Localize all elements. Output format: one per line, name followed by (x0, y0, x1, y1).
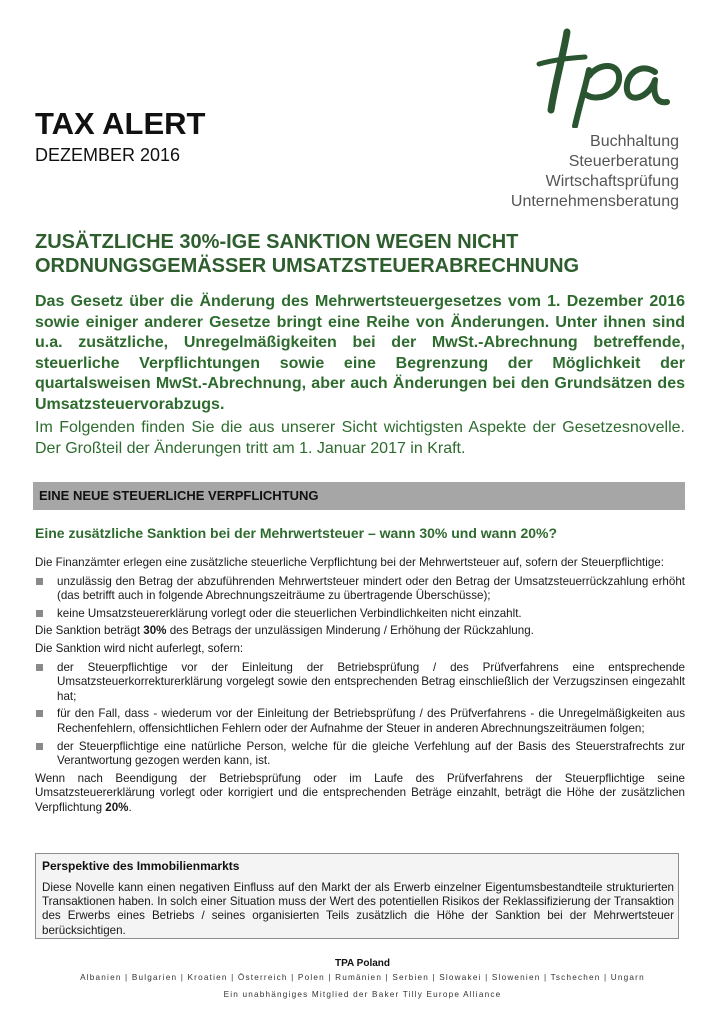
square-bullet-icon (36, 610, 43, 617)
bullet-list (35, 661, 685, 769)
brand-tagline (479, 132, 679, 212)
bold-value: 20% (105, 800, 129, 814)
info-box-title: Perspektive des Immobilienmarkts (42, 859, 240, 873)
article-lead: Das Gesetz über die Änderung des Mehrwertsteuergesetzes vom 1. Dezember 2016 sowie einiger anderer Gesetze bringt eine Reihe von Änderungen. Unter ihnen sind u.a. zusätzliche, Unregelmäßigkeiten bei der MwSt.-Abrechnung betreffende, steuerliche Verpflichtungen sowie eine Begrenzung der Möglichkeit der quartalsweisen MwSt.-Abrechnung, aber auch Änderungen bei den Grundsätzen des Umsatzsteuervorabzugs. (35, 293, 685, 413)
info-box-text: Diese Novelle kann einen negativen Einfluss auf den Markt der als Erwerb einzelner Eigentumsbestandteile strukturierten Transaktionen haben. In solch einer Situation muss der Wert des potentiellen Risikos der Reklassifizierung der Transaktion des Erwerbs eines Betriebs / seines organisierten Teils zusätzlich die Höhe der Sanktion bei der Mehrwertsteuer berücksichtigen. (42, 881, 674, 937)
list-item-text: für den Fall, dass - wiederum vor der Einleitung der Betriebsprüfung / des Prüfverfahrens - die Unregelmäßigkeiten aus Rechenfehlern, offensichtlichen Fehlern oder der Aufnahme der Steuer in anderen Abrechnungszeiträumen folgen; (57, 707, 685, 735)
info-box (35, 853, 679, 939)
article-intro: Im Folgenden finden Sie die aus unserer Sicht wichtigsten Aspekte der Gesetzesnovelle. Der Großteil der Änderungen tritt am 1. Januar 2017 in Kraft. (35, 419, 685, 457)
square-bullet-icon (36, 710, 43, 717)
paragraph: Die Sanktion wird nicht auferlegt, sofern: (35, 641, 244, 655)
headline-line: ZUSÄTZLICHE 30%-IGE SANKTION WEGEN NICHT (35, 231, 519, 253)
section-body (35, 556, 685, 819)
footer-countries: Albanien | Bulgarien | Kroatien | Österreich | Polen | Rumänien | Serbien | Slowakei | Slowenien | Tschechen | Ungarn (80, 973, 645, 982)
headline-line: ORDNUNGSGEMÄSSER UMSATZSTEUERABRECHNUNG (35, 255, 580, 277)
footer-membership: Ein unabhängiges Mitglied der Baker Tilly Europe Alliance (223, 990, 502, 999)
section-header-bar (33, 482, 685, 510)
list-item (35, 740, 685, 769)
document-date: DEZEMBER 2016 (35, 145, 181, 165)
list-item-text: unzulässig den Betrag der abzuführenden Mehrwertsteuer mindert oder den Betrag der Umsatzsteuerrückzahlung erhöht (das betrifft auch in folgende Abrechnungszeiträume zu übertragende Überschüsse); (57, 574, 685, 603)
list-item-text: der Steuerpflichtige vor der Einleitung der Betriebsprüfung / des Prüfverfahrens eine entsprechende Umsatzsteuerkorrekturerklärung vorgelegt sowie den entsprechenden Betrag einschließlich der Verzugszinsen eingezahlt hat; (57, 660, 685, 703)
bold-value: 30% (143, 624, 167, 638)
square-bullet-icon (36, 743, 43, 750)
text-span: Die Sanktion beträgt (35, 624, 144, 638)
section-title: EINE NEUE STEUERLICHE VERPFLICHTUNG (39, 488, 319, 503)
paragraph (35, 624, 685, 639)
list-item (35, 661, 685, 705)
footer-organization: TPA Poland (335, 958, 390, 969)
paragraph: Die Finanzämter erlegen eine zusätzliche steuerliche Verpflichtung bei der Mehrwertsteuer auf, sofern der Steuerpflichtige: (35, 556, 664, 569)
list-item (35, 707, 685, 736)
paragraph (35, 772, 685, 816)
tagline-line: Unternehmensberatung (510, 193, 679, 210)
list-item (35, 607, 685, 622)
square-bullet-icon (36, 578, 43, 585)
tagline-line: Wirtschaftsprüfung (545, 173, 679, 190)
text-span: des Betrags der unzulässigen Minderung / Erhöhung der Rückzahlung. (166, 624, 534, 638)
bullet-list (35, 575, 685, 622)
list-item (35, 575, 685, 604)
section-subheading: Eine zusätzliche Sanktion bei der Mehrwertsteuer – wann 30% und wann 20%? (35, 525, 558, 541)
tpa-logo (533, 26, 673, 128)
list-item-text: der Steuerpflichtige eine natürliche Person, welche für die gleiche Verfehlung auf der Basis des Steuerstrafrechts zur Verantwortung gezogen werden kann, ist. (57, 739, 685, 768)
list-item-text: keine Umsatzsteuererklärung vorlegt oder die steuerlichen Verbindlichkeiten nicht einzahlt. (57, 606, 522, 620)
square-bullet-icon (36, 664, 43, 671)
text-span: Wenn nach Beendigung der Betriebsprüfung oder im Laufe des Prüfverfahrens der Steuerpflichtige seine Umsatzsteuererklärung vorlegt oder korrigiert und die entsprechenden Beträge einzahlt, beträgt die Höhe der zusätzlichen Verpflichtung (35, 771, 685, 814)
tagline-line: Steuerberatung (568, 153, 679, 170)
brand-area (479, 26, 679, 212)
document-title: TAX ALERT (35, 106, 206, 141)
article-headline (35, 230, 685, 278)
tagline-line: Buchhaltung (590, 133, 679, 150)
text-span: . (128, 800, 132, 814)
